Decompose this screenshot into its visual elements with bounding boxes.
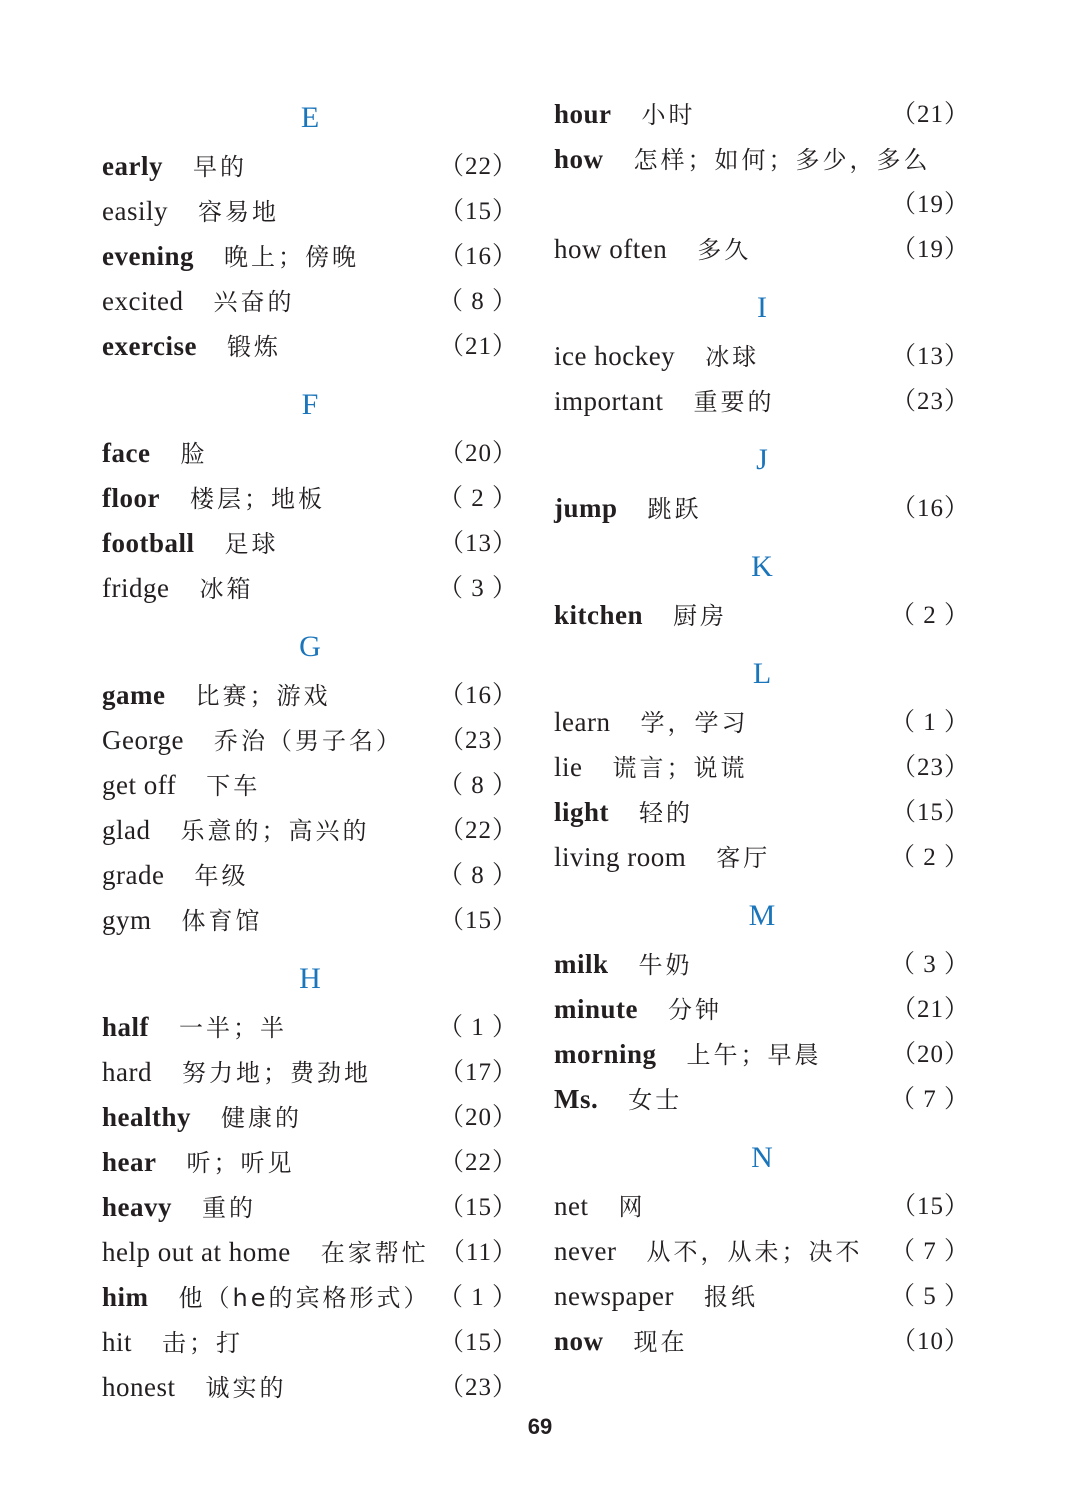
entry-meaning: 跳跃 <box>647 495 702 523</box>
entry-page-ref: （15） <box>890 799 970 826</box>
entry-meaning: 轻的 <box>639 799 694 827</box>
entry-page-ref: （19） <box>890 236 970 263</box>
entry-page-ref: （23） <box>890 388 970 415</box>
entry-page-ref: （11） <box>439 1239 518 1266</box>
vocab-entry <box>102 234 518 279</box>
vocab-entry <box>102 144 518 189</box>
right-column <box>554 92 970 1364</box>
entry-page-ref: （ 2 ） <box>889 602 970 629</box>
entry-page-ref: （17） <box>438 1059 518 1086</box>
entry-page-ref: （15） <box>890 1193 970 1220</box>
entry-word: early <box>102 151 163 181</box>
entry-word: hard <box>102 1057 152 1087</box>
entry-page-ref: （21） <box>438 333 518 360</box>
entry-word: excited <box>102 286 184 316</box>
vocab-entry <box>554 1077 970 1122</box>
entry-page-ref: （ 7 ） <box>889 1238 970 1265</box>
entry-word: morning <box>554 1039 657 1069</box>
entry-page-ref: （21） <box>890 101 970 128</box>
entry-meaning: 脸 <box>180 440 208 468</box>
entry-meaning: 足球 <box>224 530 279 558</box>
entry-meaning: 一半；半 <box>179 1014 288 1042</box>
section-letter-I: I <box>757 291 767 324</box>
section-letter-K: K <box>751 550 773 583</box>
entry-meaning: 冰球 <box>705 343 760 371</box>
entry-page-ref: （15） <box>438 1329 518 1356</box>
entry-word: heavy <box>102 1192 172 1222</box>
section-letter-H: H <box>299 962 321 995</box>
entry-word: get off <box>102 770 177 800</box>
vocab-entry <box>554 334 970 379</box>
section-letter-F: F <box>301 388 319 421</box>
entry-meaning: 体育馆 <box>181 907 263 935</box>
entry-page-ref: （ 8 ） <box>437 288 518 315</box>
entry-page-ref: （13） <box>890 343 970 370</box>
section-letter-N: N <box>751 1141 773 1174</box>
left-column <box>102 92 518 1410</box>
entry-page-ref: （ 7 ） <box>889 1086 970 1113</box>
entry-word: grade <box>102 860 165 890</box>
entry-meaning: 重的 <box>202 1194 256 1222</box>
entry-page-ref: （13） <box>438 530 518 557</box>
page-number: 69 <box>527 1414 553 1439</box>
entry-word: jump <box>554 493 618 523</box>
entry-word: light <box>554 797 610 827</box>
entry-page-ref: （19） <box>890 191 970 218</box>
entry-page-ref: （22） <box>438 1149 518 1176</box>
entry-meaning: 谎言；说谎 <box>612 754 748 782</box>
entry-meaning: 报纸 <box>703 1283 758 1311</box>
entry-word: hear <box>102 1147 157 1177</box>
entry-word: George <box>102 725 184 755</box>
entry-meaning: 从不，从未；决不 <box>646 1238 863 1266</box>
vocab-entry <box>102 1185 518 1230</box>
entry-page-ref: （23） <box>438 1374 518 1401</box>
vocab-entry <box>102 189 518 234</box>
entry-meaning: 他（he的宾格形式） <box>178 1284 431 1312</box>
entry-page-ref: （16） <box>438 243 518 270</box>
entry-word: football <box>102 528 195 558</box>
vocab-entry <box>554 137 970 227</box>
entry-meaning: 容易地 <box>197 198 279 226</box>
entry-meaning: 击；打 <box>162 1329 244 1357</box>
entry-word: easily <box>102 196 168 226</box>
vocab-entry <box>554 1184 970 1229</box>
entry-page-ref: （16） <box>438 682 518 709</box>
entry-meaning: 现在 <box>633 1328 688 1356</box>
vocab-entry <box>102 718 518 763</box>
entry-meaning: 诚实的 <box>205 1374 287 1402</box>
entry-word: evening <box>102 241 195 271</box>
entry-page-ref: （ 1 ） <box>437 1284 518 1311</box>
entry-word: ice hockey <box>554 341 676 371</box>
entry-word: lie <box>554 752 583 782</box>
vocab-entry <box>554 835 970 880</box>
entry-word: learn <box>554 707 611 737</box>
entry-page-ref: （15） <box>438 907 518 934</box>
entry-meaning: 楼层；地板 <box>189 485 325 513</box>
vocab-entry <box>102 763 518 808</box>
vocab-entry <box>102 1050 518 1095</box>
section-letter-E: E <box>300 101 320 134</box>
vocab-entry <box>102 279 518 324</box>
vocab-entry <box>102 476 518 521</box>
entry-word: game <box>102 680 166 710</box>
entry-meaning: 晚上；傍晚 <box>224 243 360 271</box>
entry-meaning: 乔治（男子名） <box>213 727 403 755</box>
vocab-entry <box>102 1095 518 1140</box>
entry-meaning: 在家帮忙 <box>320 1239 429 1267</box>
vocab-entry <box>102 1320 518 1365</box>
vocab-entry <box>554 1274 970 1319</box>
entry-meaning: 分钟 <box>668 996 722 1024</box>
entry-meaning: 上午；早晨 <box>686 1041 822 1069</box>
vocab-entry <box>554 790 970 835</box>
vocab-entry <box>554 1229 970 1274</box>
entry-meaning: 冰箱 <box>199 575 254 603</box>
entry-word: net <box>554 1191 589 1221</box>
section-letter-M: M <box>748 899 776 932</box>
entry-meaning: 重要的 <box>693 388 775 416</box>
vocab-entry <box>554 700 970 745</box>
vocab-entry <box>102 324 518 369</box>
entry-page-ref: （15） <box>438 198 518 225</box>
entry-meaning: 兴奋的 <box>213 288 295 316</box>
entry-meaning: 健康的 <box>221 1104 303 1132</box>
entry-meaning: 乐意的；高兴的 <box>180 817 370 845</box>
entry-word: now <box>554 1326 604 1356</box>
vocab-entry <box>102 566 518 611</box>
entry-page-ref: （ 3 ） <box>889 951 970 978</box>
vocab-entry <box>102 808 518 853</box>
section-letter-L: L <box>752 657 772 690</box>
entry-meaning: 早的 <box>192 153 247 181</box>
vocab-entry <box>102 1365 518 1410</box>
entry-word: kitchen <box>554 600 644 630</box>
section-letter-G: G <box>299 630 321 663</box>
entry-page-ref: （20） <box>438 440 518 467</box>
entry-meaning: 客厅 <box>716 844 771 872</box>
entry-word: Ms. <box>554 1084 599 1114</box>
vocab-entry <box>554 92 970 137</box>
entry-page-ref: （23） <box>438 727 518 754</box>
entry-page-ref: （16） <box>890 495 970 522</box>
entry-page-ref: （ 2 ） <box>889 844 970 871</box>
vocab-entry <box>102 431 518 476</box>
vocab-entry <box>554 227 970 272</box>
entry-page-ref: （15） <box>438 1194 518 1221</box>
entry-meaning: 女士 <box>628 1086 683 1114</box>
entry-page-ref: （22） <box>438 817 518 844</box>
entry-meaning: 学，学习 <box>640 709 749 737</box>
entry-meaning: 锻炼 <box>226 333 281 361</box>
vocab-entry <box>102 673 518 718</box>
vocab-entry <box>102 1230 518 1275</box>
entry-word: never <box>554 1236 617 1266</box>
entry-page-ref: （ 8 ） <box>437 772 518 799</box>
vocab-entry <box>554 942 970 987</box>
entry-page-ref: （ 8 ） <box>437 862 518 889</box>
vocab-entry <box>102 898 518 943</box>
entry-word: half <box>102 1012 150 1042</box>
entry-word: honest <box>102 1372 176 1402</box>
entry-page-ref: （22） <box>438 153 518 180</box>
vocab-entry <box>102 521 518 566</box>
vocab-entry <box>554 379 970 424</box>
entry-meaning: 厨房 <box>673 602 728 630</box>
entry-page-ref: （ 1 ） <box>437 1014 518 1041</box>
entry-word: healthy <box>102 1102 192 1132</box>
entry-meaning: 怎样；如何；多少，多么 <box>633 146 931 174</box>
entry-meaning: 听；听见 <box>186 1149 295 1177</box>
entry-meaning: 努力地；费劲地 <box>181 1059 371 1087</box>
entry-page-ref: （20） <box>890 1041 970 1068</box>
entry-meaning: 小时 <box>641 101 696 129</box>
vocab-entry <box>554 486 970 531</box>
entry-meaning: 下车 <box>206 772 261 800</box>
entry-word: hit <box>102 1327 133 1357</box>
vocab-entry <box>102 1005 518 1050</box>
entry-word: how often <box>554 234 668 264</box>
entry-word: floor <box>102 483 160 513</box>
entry-word: glad <box>102 815 151 845</box>
vocab-entry <box>554 745 970 790</box>
entry-page-ref: （10） <box>890 1328 970 1355</box>
entry-meaning: 年级 <box>194 862 249 890</box>
section-letter-J: J <box>756 443 768 476</box>
entry-word: him <box>102 1282 149 1312</box>
entry-word: fridge <box>102 573 170 603</box>
entry-page-ref: （ 5 ） <box>889 1283 970 1310</box>
entry-word: gym <box>102 905 152 935</box>
entry-page-ref: （21） <box>890 996 970 1023</box>
vocab-entry <box>102 1140 518 1185</box>
entry-word: important <box>554 386 664 416</box>
entry-word: living room <box>554 842 687 872</box>
vocab-entry <box>554 1319 970 1364</box>
entry-meaning: 牛奶 <box>638 951 693 979</box>
entry-page-ref: （ 3 ） <box>437 575 518 602</box>
entry-word: how <box>554 144 604 174</box>
vocab-entry <box>554 1032 970 1077</box>
entry-word: newspaper <box>554 1281 674 1311</box>
entry-meaning: 比赛；游戏 <box>195 682 331 710</box>
entry-word: help out at home <box>102 1237 291 1267</box>
vocab-entry <box>102 1275 518 1320</box>
entry-page-ref: （20） <box>438 1104 518 1131</box>
entry-page-ref: （ 1 ） <box>889 709 970 736</box>
vocab-entry <box>554 987 970 1032</box>
entry-page-ref: （ 2 ） <box>437 485 518 512</box>
vocab-entry <box>554 593 970 638</box>
vocab-entry <box>102 853 518 898</box>
entry-meaning: 多久 <box>697 236 752 264</box>
entry-meaning: 网 <box>618 1193 646 1221</box>
entry-word: milk <box>554 949 609 979</box>
entry-page-ref: （23） <box>890 754 970 781</box>
entry-word: exercise <box>102 331 197 361</box>
entry-word: face <box>102 438 151 468</box>
entry-word: minute <box>554 994 638 1024</box>
entry-word: hour <box>554 99 612 129</box>
